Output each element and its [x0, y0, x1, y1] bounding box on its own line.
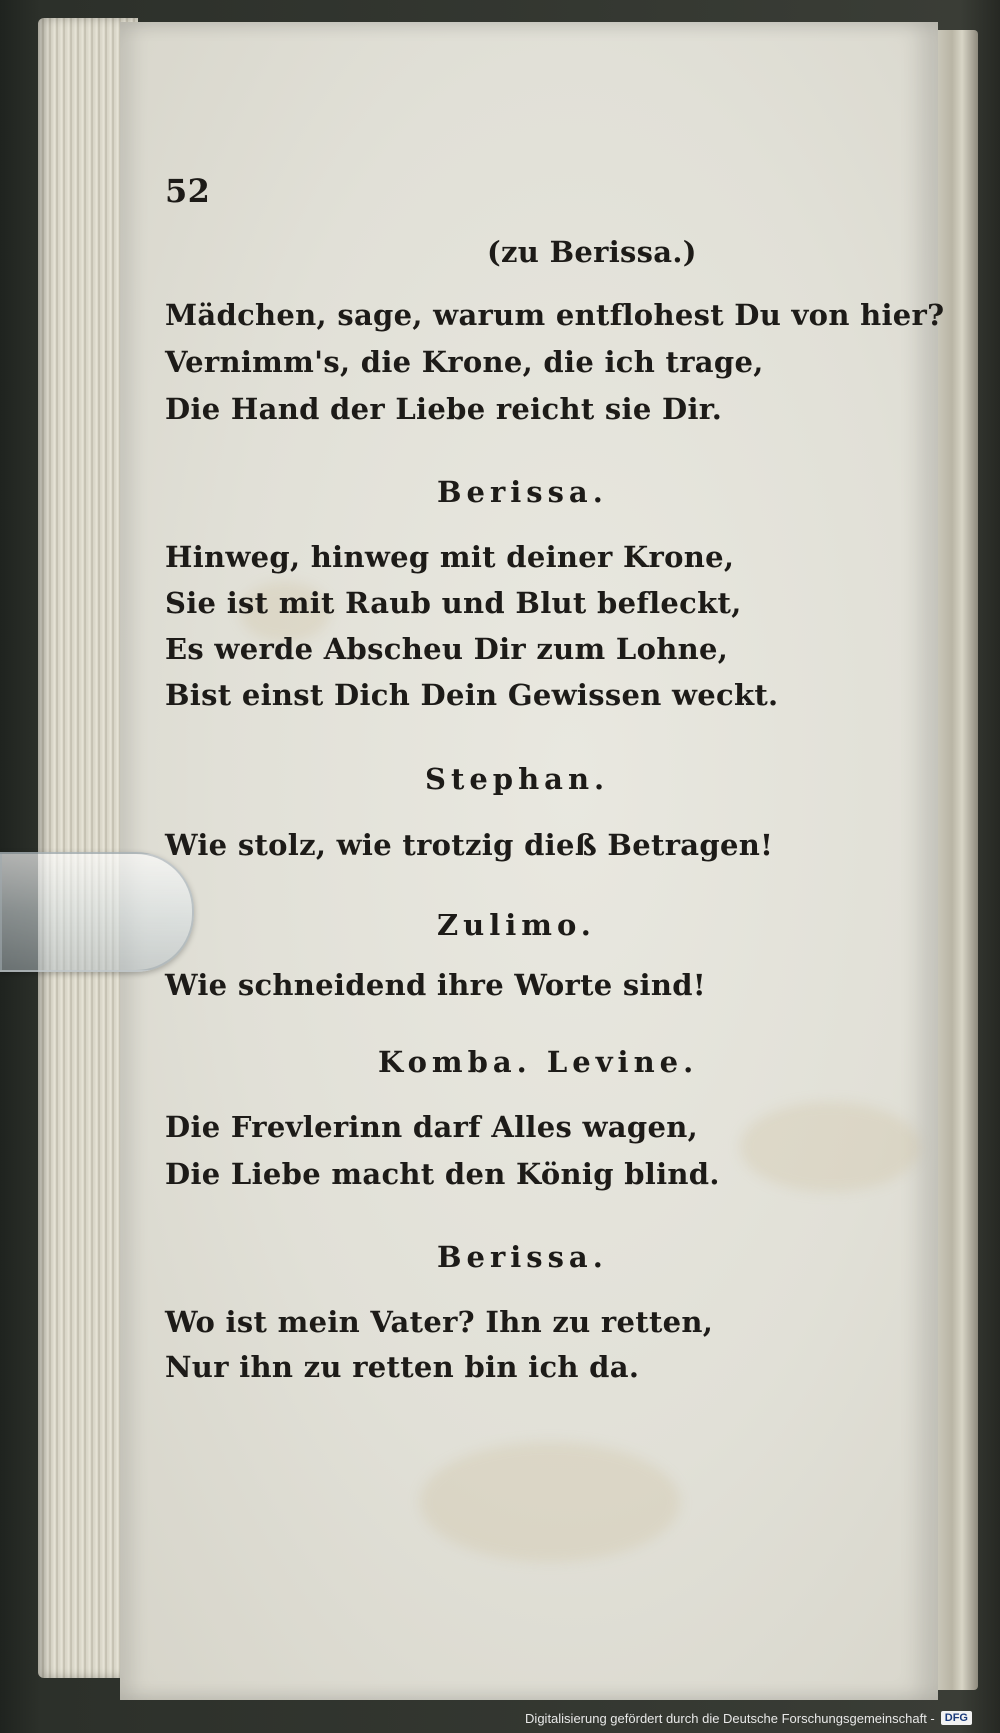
right-page-edge [938, 30, 978, 1690]
verse-line: Wie schneidend ihre Worte sind! [165, 968, 706, 1002]
speaker-name: Berissa. [437, 1240, 608, 1274]
verse-line: Bist einst Dich Dein Gewissen weckt. [165, 678, 779, 712]
page-number: 52 [165, 172, 211, 210]
paper-stain [740, 1102, 920, 1192]
speaker-name: Berissa. [437, 475, 608, 509]
verse-line: Die Liebe macht den König blind. [165, 1157, 720, 1191]
dfg-logo: DFG [941, 1711, 972, 1725]
speaker-name: Zulimo. [437, 908, 596, 942]
verse-line: Es werde Abscheu Dir zum Lohne, [165, 632, 729, 666]
speaker-name: Stephan. [425, 762, 610, 796]
paper-stain [420, 1442, 680, 1562]
verse-line: Wo ist mein Vater? Ihn zu retten, [165, 1305, 714, 1339]
footer-credit: Digitalisierung gefördert durch die Deutsche Forschungsgemeinschaft - [525, 1710, 935, 1726]
verse-line: Sie ist mit Raub und Blut befleckt, [165, 586, 742, 620]
verse-line: Hinweg, hinweg mit deiner Krone, [165, 540, 735, 574]
glass-page-clip [0, 852, 194, 972]
digitization-footer [525, 1707, 972, 1729]
verse-line: Die Frevlerinn darf Alles wagen, [165, 1110, 698, 1144]
stage-direction: (zu Berissa.) [487, 235, 697, 269]
verse-line: Wie stolz, wie trotzig dieß Betragen! [165, 828, 774, 862]
speaker-name: Komba. Levine. [378, 1045, 699, 1079]
verse-line: Die Hand der Liebe reicht sie Dir. [165, 392, 723, 426]
verse-line: Nur ihn zu retten bin ich da. [165, 1350, 640, 1384]
verse-line: Vernimm's, die Krone, die ich trage, [165, 345, 764, 379]
verse-line: Mädchen, sage, warum entflohest Du von hier? [165, 298, 945, 332]
